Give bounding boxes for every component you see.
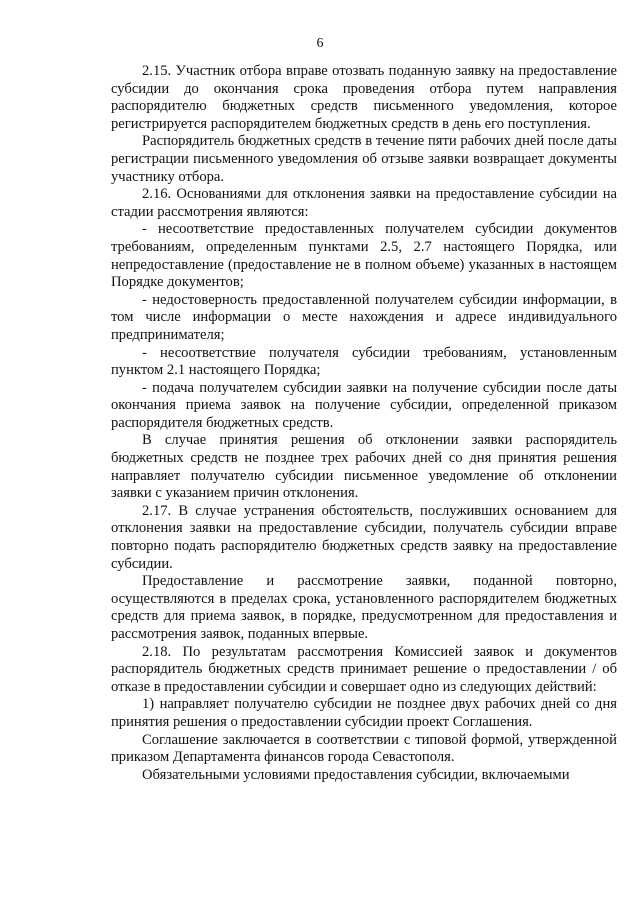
list-item-recipient-mismatch: - несоответствие получателя субсидии требованиям, установленным пунктом 2.1 настоящего Порядка; bbox=[111, 344, 617, 379]
list-item-document-mismatch: - несоответствие предоставленных получателем субсидии документов требованиям, определенным пунктами 2.5, 2.7 настоящего Порядка, или непредоставление (предоставление не в полном объеме) указанных в настоящем Порядке документов; bbox=[111, 221, 617, 291]
paragraph-resubmission: Предоставление и рассмотрение заявки, поданной повторно, осуществляются в пределах срока, установленного распорядителем бюджетных средств для приема заявок, в порядке, предусмотренном для предоставления и рассмотрения заявок, поданных впервые. bbox=[111, 573, 617, 642]
paragraph-mandatory-conditions: Обязательными условиями предоставления субсидии, включаемыми bbox=[142, 766, 570, 783]
paragraph-agreement-form: Соглашение заключается в соответствии с типовой формой, утвержденной приказом Департамента финансов города Севастополя. bbox=[111, 731, 617, 766]
paragraph-2-18: 2.18. По результатам рассмотрения Комиссией заявок и документов распорядитель бюджетных средств принимает решение о предоставлении / об отказе в предоставлении субсидии и совершает одно из следующих действий: bbox=[111, 643, 617, 695]
paragraph-rejection-notice: В случае принятия решения об отклонении заявки распорядитель бюджетных средств не позднее трех рабочих дней со дня принятия решения направляет получателю субсидии письменное уведомление об отклонении заявки с указанием причин отклонения. bbox=[111, 432, 617, 502]
document-body bbox=[111, 63, 617, 784]
list-item-send-agreement: 1) направляет получателю субсидии не позднее двух рабочих дней со дня принятия решения о предоставлении субсидии проект Соглашения. bbox=[111, 696, 617, 730]
page-number: 6 bbox=[316, 36, 324, 51]
list-item-late-submission: - подача получателем субсидии заявки на получение субсидии после даты окончания приема заявок на получение субсидии, определенной приказом распорядителя бюджетных средств. bbox=[111, 379, 617, 431]
paragraph-2-17: 2.17. В случае устранения обстоятельств, послуживших основанием для отклонения заявки на предоставление субсидии, получатель субсидии вправе повторно подать распорядителю бюджетных средств заявку на предоставление субсидии. bbox=[111, 502, 617, 572]
list-item-false-information: - недостоверность предоставленной получателем субсидии информации, в том числе информации о месте нахождения и адресе индивидуального предпринимателя; bbox=[111, 291, 617, 343]
paragraph-return-documents: Распорядитель бюджетных средств в течение пяти рабочих дней после даты регистрации письменного уведомления об отзыве заявки возвращает документы участнику отбора. bbox=[111, 133, 617, 185]
paragraph-2-16: 2.16. Основаниями для отклонения заявки на предоставление субсидии на стадии рассмотрения являются: bbox=[111, 186, 617, 220]
paragraph-2-15: 2.15. Участник отбора вправе отозвать поданную заявку на предоставление субсидии до окончания срока проведения отбора путем направления распорядителю бюджетных средств письменного уведомления, которое регистрируется распорядителем бюджетных средств в день его поступления. bbox=[111, 63, 617, 132]
